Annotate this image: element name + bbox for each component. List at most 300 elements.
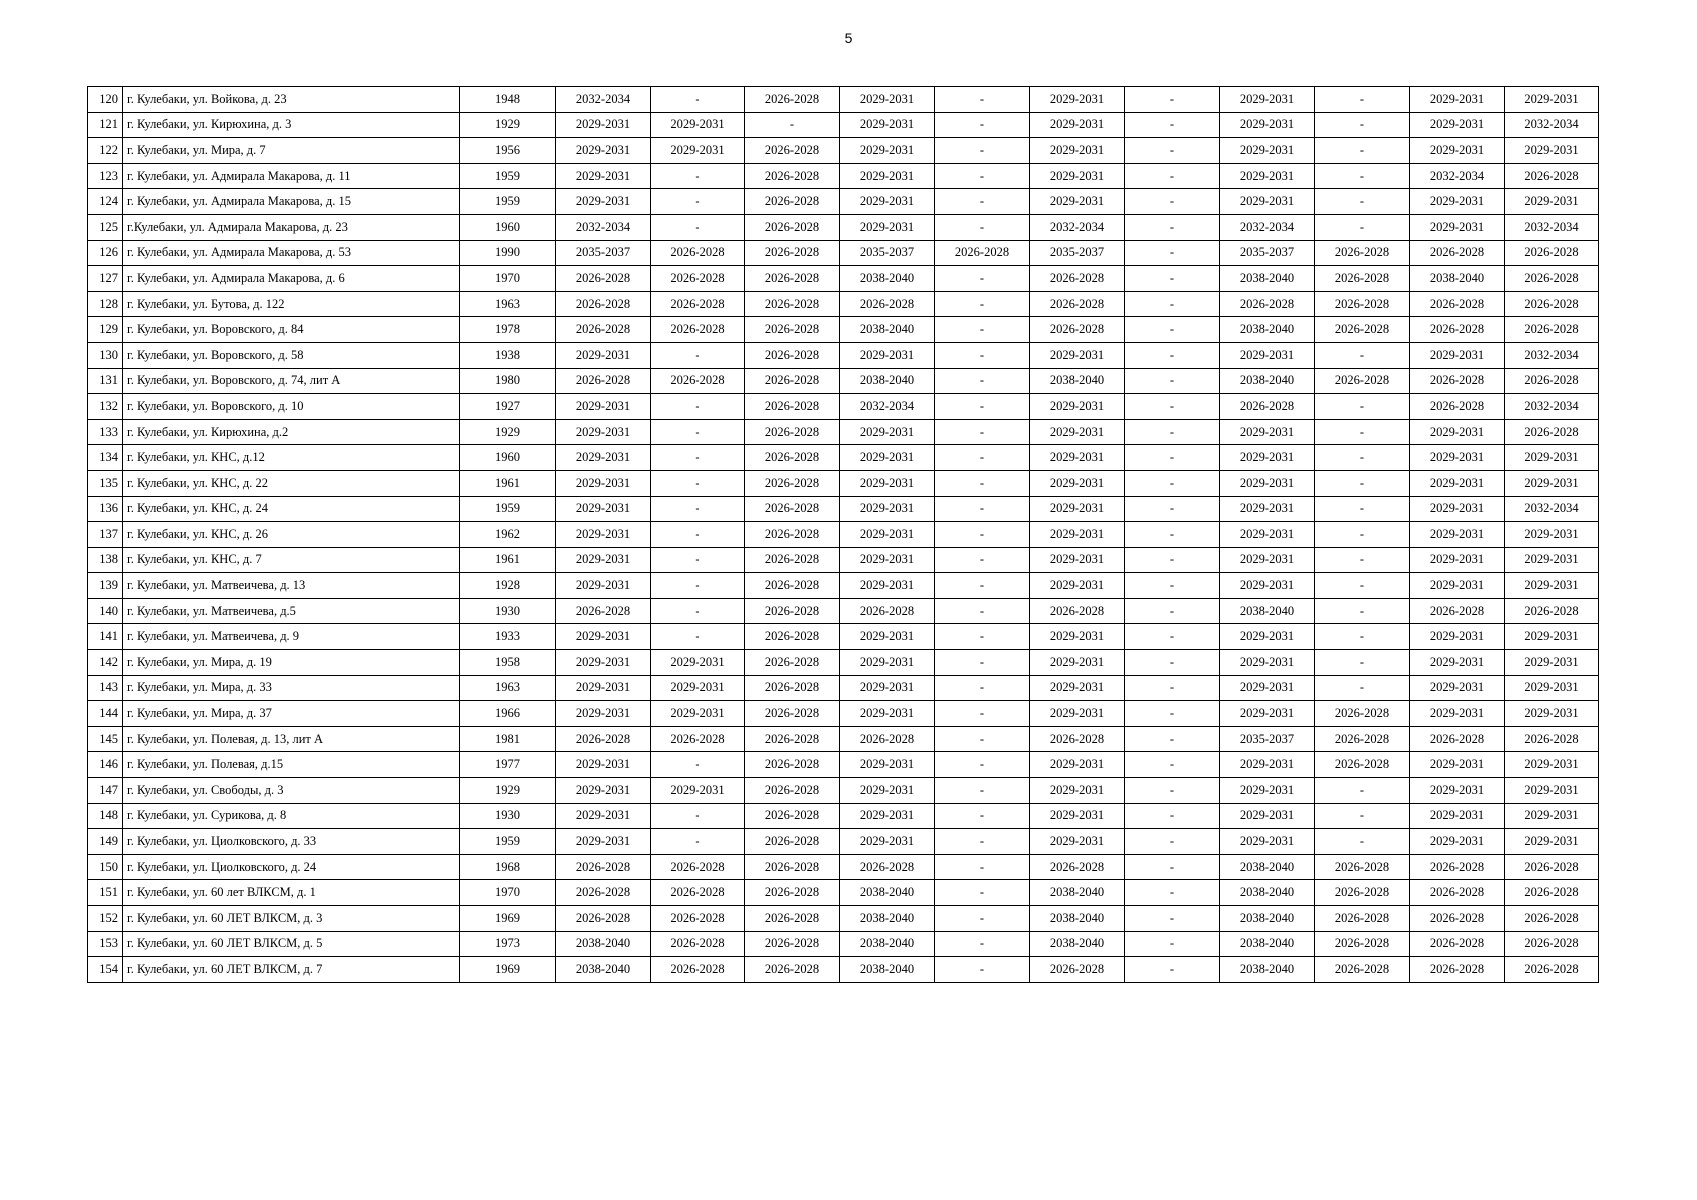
cell-period-col-5: - <box>935 163 1030 189</box>
cell-period-col-10: 2029-2031 <box>1410 522 1505 548</box>
cell-address: г. Кулебаки, ул. Мира, д. 7 <box>123 138 460 164</box>
cell-period-col-4: 2029-2031 <box>840 803 935 829</box>
cell-period-col-2: - <box>651 87 745 113</box>
cell-period-col-8: 2035-2037 <box>1220 240 1315 266</box>
cell-period-col-5: - <box>935 87 1030 113</box>
cell-period-col-4: 2026-2028 <box>840 726 935 752</box>
cell-period-col-7: - <box>1125 803 1220 829</box>
cell-year-built: 1960 <box>460 445 556 471</box>
cell-period-col-10: 2029-2031 <box>1410 803 1505 829</box>
cell-period-col-7: - <box>1125 726 1220 752</box>
table-row <box>88 445 1599 471</box>
cell-period-col-11: 2026-2028 <box>1505 906 1599 932</box>
cell-row-number: 126 <box>88 240 123 266</box>
cell-period-col-7: - <box>1125 675 1220 701</box>
cell-period-col-11: 2026-2028 <box>1505 419 1599 445</box>
cell-period-col-10: 2026-2028 <box>1410 317 1505 343</box>
cell-row-number: 138 <box>88 547 123 573</box>
cell-period-col-10: 2029-2031 <box>1410 214 1505 240</box>
cell-year-built: 1963 <box>460 675 556 701</box>
cell-period-col-1: 2026-2028 <box>556 291 651 317</box>
cell-year-built: 1959 <box>460 829 556 855</box>
cell-period-col-1: 2029-2031 <box>556 829 651 855</box>
cell-period-col-5: - <box>935 342 1030 368</box>
cell-period-col-6: 2026-2028 <box>1030 291 1125 317</box>
cell-period-col-5: - <box>935 829 1030 855</box>
cell-address: г. Кулебаки, ул. Войкова, д. 23 <box>123 87 460 113</box>
cell-period-col-9: - <box>1315 470 1410 496</box>
cell-period-col-9: 2026-2028 <box>1315 291 1410 317</box>
cell-period-col-11: 2029-2031 <box>1505 624 1599 650</box>
cell-period-col-4: 2029-2031 <box>840 419 935 445</box>
cell-period-col-1: 2029-2031 <box>556 470 651 496</box>
cell-period-col-3: 2026-2028 <box>745 317 840 343</box>
cell-period-col-1: 2029-2031 <box>556 189 651 215</box>
cell-period-col-5: - <box>935 522 1030 548</box>
cell-address: г. Кулебаки, ул. Матвеичева, д.5 <box>123 598 460 624</box>
cell-period-col-4: 2038-2040 <box>840 368 935 394</box>
cell-period-col-5: - <box>935 470 1030 496</box>
cell-period-col-6: 2029-2031 <box>1030 496 1125 522</box>
cell-period-col-11: 2026-2028 <box>1505 163 1599 189</box>
cell-period-col-7: - <box>1125 598 1220 624</box>
cell-period-col-7: - <box>1125 342 1220 368</box>
table-row <box>88 112 1599 138</box>
cell-period-col-4: 2035-2037 <box>840 240 935 266</box>
cell-period-col-3: 2026-2028 <box>745 547 840 573</box>
cell-year-built: 1959 <box>460 496 556 522</box>
cell-period-col-5: - <box>935 573 1030 599</box>
cell-period-col-3: 2026-2028 <box>745 598 840 624</box>
cell-year-built: 1938 <box>460 342 556 368</box>
cell-period-col-3: 2026-2028 <box>745 291 840 317</box>
cell-period-col-3: - <box>745 112 840 138</box>
cell-year-built: 1981 <box>460 726 556 752</box>
cell-period-col-11: 2026-2028 <box>1505 240 1599 266</box>
cell-period-col-11: 2032-2034 <box>1505 112 1599 138</box>
cell-year-built: 1969 <box>460 906 556 932</box>
cell-period-col-7: - <box>1125 906 1220 932</box>
cell-address: г.Кулебаки, ул. Адмирала Макарова, д. 23 <box>123 214 460 240</box>
cell-period-col-11: 2029-2031 <box>1505 675 1599 701</box>
cell-period-col-2: 2029-2031 <box>651 112 745 138</box>
cell-period-col-8: 2029-2031 <box>1220 624 1315 650</box>
cell-period-col-5: 2026-2028 <box>935 240 1030 266</box>
cell-period-col-1: 2029-2031 <box>556 496 651 522</box>
cell-period-col-8: 2029-2031 <box>1220 778 1315 804</box>
cell-period-col-3: 2026-2028 <box>745 854 840 880</box>
cell-period-col-3: 2026-2028 <box>745 701 840 727</box>
cell-address: г. Кулебаки, ул. Бутова, д. 122 <box>123 291 460 317</box>
cell-period-col-8: 2026-2028 <box>1220 394 1315 420</box>
cell-period-col-2: 2026-2028 <box>651 880 745 906</box>
cell-address: г. Кулебаки, ул. КНС, д. 22 <box>123 470 460 496</box>
cell-period-col-7: - <box>1125 522 1220 548</box>
cell-period-col-6: 2029-2031 <box>1030 189 1125 215</box>
cell-year-built: 1963 <box>460 291 556 317</box>
cell-period-col-8: 2038-2040 <box>1220 931 1315 957</box>
cell-period-col-2: 2026-2028 <box>651 240 745 266</box>
cell-period-col-6: 2029-2031 <box>1030 778 1125 804</box>
cell-period-col-1: 2029-2031 <box>556 803 651 829</box>
cell-period-col-1: 2032-2034 <box>556 214 651 240</box>
cell-period-col-8: 2029-2031 <box>1220 470 1315 496</box>
cell-period-col-1: 2026-2028 <box>556 368 651 394</box>
cell-period-col-2: - <box>651 496 745 522</box>
cell-period-col-9: - <box>1315 163 1410 189</box>
cell-period-col-1: 2035-2037 <box>556 240 651 266</box>
cell-period-col-7: - <box>1125 214 1220 240</box>
cell-period-col-2: - <box>651 342 745 368</box>
cell-period-col-8: 2038-2040 <box>1220 266 1315 292</box>
cell-period-col-6: 2029-2031 <box>1030 445 1125 471</box>
cell-period-col-7: - <box>1125 701 1220 727</box>
cell-period-col-9: - <box>1315 829 1410 855</box>
cell-period-col-7: - <box>1125 317 1220 343</box>
cell-period-col-3: 2026-2028 <box>745 573 840 599</box>
cell-address: г. Кулебаки, ул. Матвеичева, д. 9 <box>123 624 460 650</box>
cell-period-col-8: 2029-2031 <box>1220 752 1315 778</box>
cell-period-col-4: 2038-2040 <box>840 906 935 932</box>
cell-address: г. Кулебаки, ул. 60 лет ВЛКСМ, д. 1 <box>123 880 460 906</box>
cell-period-col-9: 2026-2028 <box>1315 854 1410 880</box>
cell-period-col-6: 2029-2031 <box>1030 138 1125 164</box>
cell-period-col-2: - <box>651 163 745 189</box>
cell-period-col-3: 2026-2028 <box>745 752 840 778</box>
cell-period-col-10: 2026-2028 <box>1410 240 1505 266</box>
cell-period-col-8: 2038-2040 <box>1220 598 1315 624</box>
cell-period-col-4: 2029-2031 <box>840 87 935 113</box>
cell-period-col-6: 2029-2031 <box>1030 419 1125 445</box>
table-row <box>88 470 1599 496</box>
cell-period-col-6: 2029-2031 <box>1030 394 1125 420</box>
cell-period-col-2: - <box>651 598 745 624</box>
cell-row-number: 140 <box>88 598 123 624</box>
cell-period-col-10: 2029-2031 <box>1410 573 1505 599</box>
cell-period-col-11: 2026-2028 <box>1505 598 1599 624</box>
cell-period-col-2: 2026-2028 <box>651 957 745 983</box>
cell-period-col-10: 2029-2031 <box>1410 189 1505 215</box>
table-row <box>88 906 1599 932</box>
cell-period-col-10: 2026-2028 <box>1410 368 1505 394</box>
cell-period-col-2: 2029-2031 <box>651 650 745 676</box>
cell-period-col-8: 2029-2031 <box>1220 342 1315 368</box>
cell-period-col-6: 2026-2028 <box>1030 598 1125 624</box>
cell-period-col-6: 2029-2031 <box>1030 675 1125 701</box>
cell-period-col-9: - <box>1315 342 1410 368</box>
cell-period-col-7: - <box>1125 470 1220 496</box>
table-row <box>88 496 1599 522</box>
cell-period-col-11: 2026-2028 <box>1505 957 1599 983</box>
cell-period-col-8: 2029-2031 <box>1220 701 1315 727</box>
cell-period-col-8: 2029-2031 <box>1220 547 1315 573</box>
cell-period-col-10: 2026-2028 <box>1410 854 1505 880</box>
cell-year-built: 1959 <box>460 189 556 215</box>
cell-period-col-3: 2026-2028 <box>745 931 840 957</box>
cell-period-col-5: - <box>935 880 1030 906</box>
table-row <box>88 778 1599 804</box>
cell-period-col-3: 2026-2028 <box>745 496 840 522</box>
cell-period-col-7: - <box>1125 189 1220 215</box>
table-row <box>88 624 1599 650</box>
cell-period-col-6: 2029-2031 <box>1030 803 1125 829</box>
cell-period-col-11: 2029-2031 <box>1505 752 1599 778</box>
cell-period-col-7: - <box>1125 394 1220 420</box>
cell-address: г. Кулебаки, ул. Матвеичева, д. 13 <box>123 573 460 599</box>
cell-period-col-8: 2029-2031 <box>1220 419 1315 445</box>
cell-year-built: 1990 <box>460 240 556 266</box>
table-row <box>88 650 1599 676</box>
cell-period-col-4: 2029-2031 <box>840 470 935 496</box>
cell-period-col-4: 2038-2040 <box>840 317 935 343</box>
cell-period-col-11: 2029-2031 <box>1505 138 1599 164</box>
cell-period-col-8: 2038-2040 <box>1220 906 1315 932</box>
cell-address: г. Кулебаки, ул. Адмирала Макарова, д. 53 <box>123 240 460 266</box>
cell-year-built: 1970 <box>460 880 556 906</box>
cell-year-built: 1973 <box>460 931 556 957</box>
cell-period-col-1: 2029-2031 <box>556 624 651 650</box>
cell-address: г. Кулебаки, ул. Адмирала Макарова, д. 11 <box>123 163 460 189</box>
cell-period-col-9: - <box>1315 598 1410 624</box>
cell-period-col-4: 2029-2031 <box>840 214 935 240</box>
cell-period-col-8: 2026-2028 <box>1220 291 1315 317</box>
cell-period-col-6: 2029-2031 <box>1030 547 1125 573</box>
cell-address: г. Кулебаки, ул. КНС, д. 26 <box>123 522 460 548</box>
cell-period-col-6: 2029-2031 <box>1030 163 1125 189</box>
cell-row-number: 141 <box>88 624 123 650</box>
cell-period-col-2: 2026-2028 <box>651 906 745 932</box>
cell-period-col-7: - <box>1125 547 1220 573</box>
cell-period-col-8: 2029-2031 <box>1220 138 1315 164</box>
table-row <box>88 214 1599 240</box>
cell-period-col-4: 2038-2040 <box>840 880 935 906</box>
table-row <box>88 368 1599 394</box>
cell-period-col-9: 2026-2028 <box>1315 368 1410 394</box>
cell-period-col-11: 2032-2034 <box>1505 342 1599 368</box>
cell-row-number: 133 <box>88 419 123 445</box>
cell-period-col-2: 2026-2028 <box>651 317 745 343</box>
cell-period-col-3: 2026-2028 <box>745 624 840 650</box>
cell-address: г. Кулебаки, ул. Кирюхина, д. 3 <box>123 112 460 138</box>
cell-period-col-8: 2029-2031 <box>1220 522 1315 548</box>
cell-period-col-11: 2029-2031 <box>1505 445 1599 471</box>
cell-period-col-10: 2029-2031 <box>1410 445 1505 471</box>
cell-period-col-3: 2026-2028 <box>745 240 840 266</box>
cell-address: г. Кулебаки, ул. Мира, д. 19 <box>123 650 460 676</box>
cell-year-built: 1958 <box>460 650 556 676</box>
cell-period-col-11: 2029-2031 <box>1505 803 1599 829</box>
cell-period-col-3: 2026-2028 <box>745 650 840 676</box>
cell-period-col-8: 2029-2031 <box>1220 496 1315 522</box>
cell-period-col-6: 2032-2034 <box>1030 214 1125 240</box>
cell-period-col-4: 2026-2028 <box>840 291 935 317</box>
cell-period-col-4: 2029-2031 <box>840 342 935 368</box>
cell-period-col-2: - <box>651 829 745 855</box>
cell-period-col-5: - <box>935 854 1030 880</box>
cell-period-col-2: - <box>651 470 745 496</box>
cell-period-col-8: 2029-2031 <box>1220 112 1315 138</box>
cell-address: г. Кулебаки, ул. Мира, д. 33 <box>123 675 460 701</box>
cell-period-col-2: - <box>651 547 745 573</box>
cell-period-col-2: - <box>651 803 745 829</box>
cell-period-col-11: 2026-2028 <box>1505 854 1599 880</box>
cell-period-col-10: 2026-2028 <box>1410 726 1505 752</box>
cell-period-col-3: 2026-2028 <box>745 803 840 829</box>
table-row <box>88 598 1599 624</box>
cell-period-col-4: 2029-2031 <box>840 752 935 778</box>
cell-period-col-1: 2032-2034 <box>556 87 651 113</box>
cell-period-col-5: - <box>935 496 1030 522</box>
cell-period-col-7: - <box>1125 496 1220 522</box>
cell-year-built: 1927 <box>460 394 556 420</box>
cell-period-col-3: 2026-2028 <box>745 470 840 496</box>
cell-period-col-2: - <box>651 189 745 215</box>
cell-period-col-6: 2029-2031 <box>1030 752 1125 778</box>
cell-row-number: 132 <box>88 394 123 420</box>
cell-period-col-6: 2029-2031 <box>1030 522 1125 548</box>
cell-year-built: 1929 <box>460 112 556 138</box>
cell-period-col-9: - <box>1315 650 1410 676</box>
cell-period-col-7: - <box>1125 650 1220 676</box>
cell-period-col-4: 2029-2031 <box>840 496 935 522</box>
cell-period-col-5: - <box>935 906 1030 932</box>
cell-year-built: 1980 <box>460 368 556 394</box>
cell-period-col-2: 2026-2028 <box>651 854 745 880</box>
cell-period-col-2: - <box>651 573 745 599</box>
cell-period-col-8: 2029-2031 <box>1220 650 1315 676</box>
cell-year-built: 1959 <box>460 163 556 189</box>
cell-year-built: 1969 <box>460 957 556 983</box>
cell-period-col-11: 2032-2034 <box>1505 496 1599 522</box>
cell-period-col-1: 2029-2031 <box>556 778 651 804</box>
cell-period-col-3: 2026-2028 <box>745 726 840 752</box>
cell-period-col-7: - <box>1125 752 1220 778</box>
cell-period-col-1: 2029-2031 <box>556 701 651 727</box>
cell-period-col-1: 2029-2031 <box>556 752 651 778</box>
table-row <box>88 573 1599 599</box>
cell-period-col-9: - <box>1315 419 1410 445</box>
cell-period-col-2: - <box>651 522 745 548</box>
cell-period-col-4: 2026-2028 <box>840 854 935 880</box>
cell-period-col-5: - <box>935 547 1030 573</box>
cell-period-col-1: 2029-2031 <box>556 522 651 548</box>
cell-address: г. Кулебаки, ул. Полевая, д. 13, лит А <box>123 726 460 752</box>
cell-period-col-8: 2032-2034 <box>1220 214 1315 240</box>
cell-year-built: 1956 <box>460 138 556 164</box>
cell-period-col-6: 2026-2028 <box>1030 266 1125 292</box>
table-row <box>88 240 1599 266</box>
cell-period-col-9: 2026-2028 <box>1315 906 1410 932</box>
cell-row-number: 131 <box>88 368 123 394</box>
cell-year-built: 1970 <box>460 266 556 292</box>
cell-period-col-6: 2035-2037 <box>1030 240 1125 266</box>
cell-period-col-2: 2029-2031 <box>651 701 745 727</box>
cell-period-col-6: 2029-2031 <box>1030 624 1125 650</box>
table-row <box>88 163 1599 189</box>
table-row <box>88 752 1599 778</box>
cell-year-built: 1978 <box>460 317 556 343</box>
cell-period-col-9: 2026-2028 <box>1315 726 1410 752</box>
cell-period-col-1: 2029-2031 <box>556 650 651 676</box>
cell-row-number: 145 <box>88 726 123 752</box>
cell-period-col-3: 2026-2028 <box>745 880 840 906</box>
cell-period-col-6: 2029-2031 <box>1030 112 1125 138</box>
cell-period-col-2: - <box>651 752 745 778</box>
cell-period-col-9: - <box>1315 445 1410 471</box>
cell-period-col-4: 2029-2031 <box>840 112 935 138</box>
cell-period-col-5: - <box>935 394 1030 420</box>
cell-period-col-7: - <box>1125 573 1220 599</box>
cell-period-col-7: - <box>1125 368 1220 394</box>
cell-period-col-6: 2029-2031 <box>1030 470 1125 496</box>
cell-period-col-8: 2029-2031 <box>1220 573 1315 599</box>
table-row <box>88 675 1599 701</box>
cell-year-built: 1961 <box>460 547 556 573</box>
cell-period-col-1: 2029-2031 <box>556 419 651 445</box>
cell-period-col-7: - <box>1125 266 1220 292</box>
cell-period-col-5: - <box>935 445 1030 471</box>
cell-row-number: 121 <box>88 112 123 138</box>
cell-period-col-9: 2026-2028 <box>1315 957 1410 983</box>
cell-period-col-8: 2038-2040 <box>1220 317 1315 343</box>
table-row <box>88 880 1599 906</box>
cell-period-col-4: 2029-2031 <box>840 522 935 548</box>
cell-period-col-6: 2038-2040 <box>1030 931 1125 957</box>
cell-period-col-4: 2029-2031 <box>840 650 935 676</box>
cell-year-built: 1930 <box>460 803 556 829</box>
cell-period-col-10: 2029-2031 <box>1410 470 1505 496</box>
cell-year-built: 1968 <box>460 854 556 880</box>
cell-period-col-7: - <box>1125 957 1220 983</box>
cell-row-number: 127 <box>88 266 123 292</box>
cell-period-col-9: - <box>1315 803 1410 829</box>
cell-period-col-7: - <box>1125 291 1220 317</box>
cell-period-col-4: 2029-2031 <box>840 547 935 573</box>
cell-period-col-6: 2038-2040 <box>1030 880 1125 906</box>
cell-period-col-4: 2026-2028 <box>840 598 935 624</box>
table-row <box>88 138 1599 164</box>
cell-period-col-7: - <box>1125 240 1220 266</box>
table-row <box>88 87 1599 113</box>
cell-period-col-7: - <box>1125 854 1220 880</box>
cell-period-col-7: - <box>1125 419 1220 445</box>
cell-period-col-11: 2026-2028 <box>1505 931 1599 957</box>
cell-period-col-9: - <box>1315 522 1410 548</box>
cell-period-col-5: - <box>935 752 1030 778</box>
cell-period-col-8: 2029-2031 <box>1220 829 1315 855</box>
cell-period-col-1: 2029-2031 <box>556 163 651 189</box>
cell-period-col-5: - <box>935 624 1030 650</box>
cell-address: г. Кулебаки, ул. Воровского, д. 74, лит А <box>123 368 460 394</box>
cell-row-number: 142 <box>88 650 123 676</box>
cell-period-col-3: 2026-2028 <box>745 189 840 215</box>
cell-period-col-10: 2032-2034 <box>1410 163 1505 189</box>
cell-period-col-3: 2026-2028 <box>745 778 840 804</box>
cell-address: г. Кулебаки, ул. Циолковского, д. 33 <box>123 829 460 855</box>
cell-period-col-11: 2032-2034 <box>1505 394 1599 420</box>
cell-period-col-10: 2026-2028 <box>1410 394 1505 420</box>
cell-row-number: 136 <box>88 496 123 522</box>
cell-period-col-10: 2026-2028 <box>1410 880 1505 906</box>
table-row <box>88 291 1599 317</box>
cell-period-col-6: 2026-2028 <box>1030 317 1125 343</box>
table-row <box>88 266 1599 292</box>
cell-period-col-5: - <box>935 266 1030 292</box>
cell-period-col-3: 2026-2028 <box>745 829 840 855</box>
cell-period-col-9: - <box>1315 189 1410 215</box>
cell-period-col-10: 2029-2031 <box>1410 778 1505 804</box>
cell-period-col-3: 2026-2028 <box>745 419 840 445</box>
